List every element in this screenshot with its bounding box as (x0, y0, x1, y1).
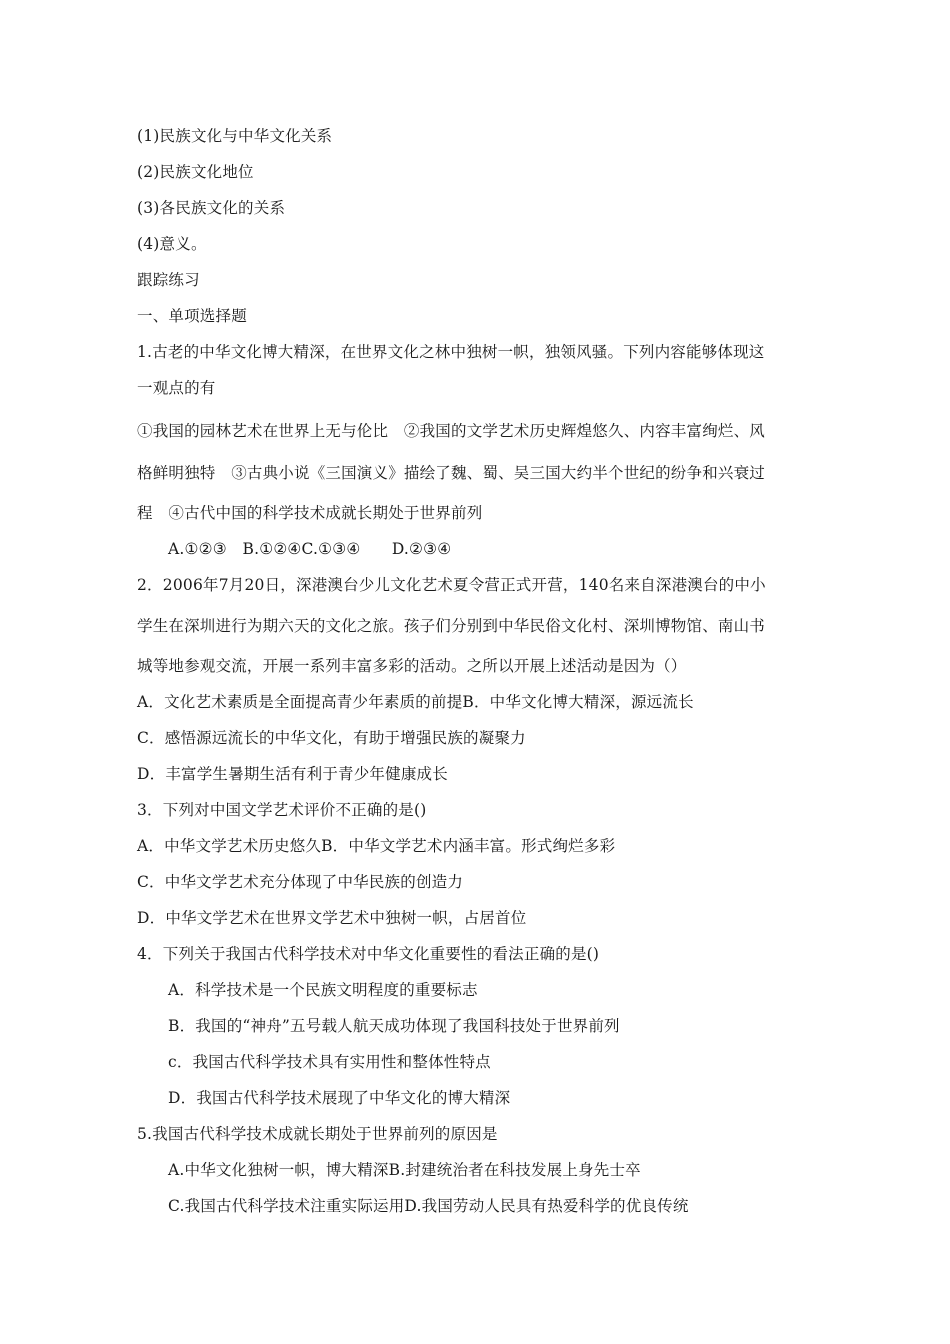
question-5-option-cd: C.我国古代科学技术注重实际运用D.我国劳动人民具有热爱科学的优良传统 (168, 1197, 689, 1215)
question-2-stem-end: 城等地参观交流，开展一系列丰富多彩的活动。之所以开展上述活动是因为（） (137, 657, 687, 675)
subsection-heading: 一、单项选择题 (137, 307, 247, 325)
outline-item-2: (2)民族文化地位 (137, 163, 254, 181)
question-4-option-d: D．我国古代科学技术展现了中华文化的博大精深 (168, 1089, 511, 1107)
question-1-statements-cont: 格鲜明独特 ③古典小说《三国演义》描绘了魏、蜀、吴三国大约半个世纪的纷争和兴衰过 (137, 464, 766, 482)
section-heading: 跟踪练习 (137, 271, 200, 289)
question-1-stem: 1.古老的中华文化博大精深，在世界文化之林中独树一帜，独领风骚。下列内容能够体现这 (137, 343, 765, 361)
question-4-option-c: c．我国古代科学技术具有实用性和整体性特点 (168, 1053, 491, 1071)
question-3-option-ab: A．中华文学艺术历史悠久B．中华文学艺术内涵丰富。形式绚烂多彩 (137, 837, 616, 855)
question-2-stem-cont: 学生在深圳进行为期六天的文化之旅。孩子们分别到中华民俗文化村、深圳博物馆、南山书 (137, 617, 766, 635)
outline-item-1: (1)民族文化与中华文化关系 (137, 127, 333, 145)
question-3-stem: 3．下列对中国文学艺术评价不正确的是() (137, 801, 427, 819)
outline-item-3: (3)各民族文化的关系 (137, 199, 286, 217)
question-3-option-d: D．中华文学艺术在世界文学艺术中独树一帜，占居首位 (137, 909, 527, 927)
question-4-option-b: B．我国的“神舟”五号载人航天成功体现了我国科技处于世界前列 (168, 1017, 620, 1035)
question-2-option-ab: A．文化艺术素质是全面提高青少年素质的前提B．中华文化博大精深，源远流长 (137, 693, 694, 711)
question-1-stem-cont: 一观点的有 (137, 379, 216, 397)
question-4-stem: 4．下列关于我国古代科学技术对中华文化重要性的看法正确的是() (137, 945, 600, 963)
question-4-option-a: A．科学技术是一个民族文明程度的重要标志 (168, 981, 478, 999)
question-2-option-d: D．丰富学生暑期生活有利于青少年健康成长 (137, 765, 448, 783)
question-1-statements-end: 程 ④古代中国的科学技术成就长期处于世界前列 (137, 504, 483, 522)
question-5-option-ab: A.中华文化独树一帜，博大精深B.封建统治者在科技发展上身先士卒 (168, 1161, 641, 1179)
outline-item-4: (4)意义。 (137, 235, 207, 253)
question-2-option-c: C．感悟源远流长的中华文化，有助于增强民族的凝聚力 (137, 729, 526, 747)
question-1-options: A.①②③ B.①②④C.①③④ D.②③④ (168, 540, 452, 558)
question-3-option-c: C．中华文学艺术充分体现了中华民族的创造力 (137, 873, 464, 891)
question-5-stem: 5.我国古代科学技术成就长期处于世界前列的原因是 (137, 1125, 498, 1143)
question-2-stem: 2．2006年7月20日，深港澳台少儿文化艺术夏令营正式开营，140名来自深港澳台的中小 (137, 576, 766, 594)
question-1-statements: ①我国的园林艺术在世界上无与伦比 ②我国的文学艺术历史辉煌悠久、内容丰富绚烂、风 (137, 422, 766, 440)
